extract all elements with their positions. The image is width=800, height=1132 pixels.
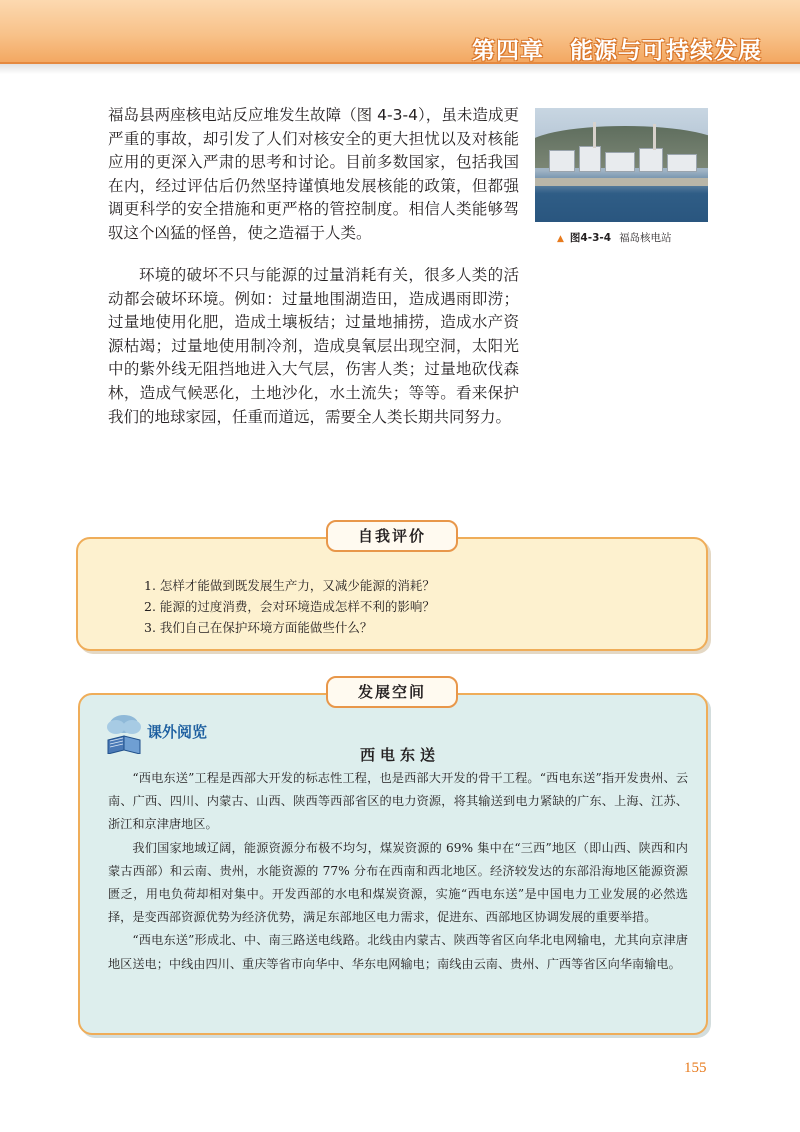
paragraph-environment: 环境的破坏不只与能源的过量消耗有关，很多人类的活动都会破坏环境。例如：过量地围湖造田，造成遇雨即涝；过量地使用化肥，造成土壤板结；过量地捕捞，造成水产资源枯竭；过量地使用制冷剂，造成臭氧层出现空洞，太阳光中的紫外线无阻挡地进入大气层，伤害人类；过量地砍伐森林，造成气候恶化，土地沙化，水土流失；等等。看来保护我们的地球家园，任重而道远，需要全人类长期共同努力。 [108,266,519,426]
development-space-title: 发展空间 [326,676,458,708]
article-paragraph: 我们国家地域辽阔，能源资源分布极不均匀，煤炭资源的 69% 集中在“三西”地区（即山西、陕西和内蒙古西部）和云南、贵州，水能资源的 77% 分布在西南和西北地区。经济较发达的东部沿海地区能源资源匮乏，用电负荷却相对集中。开发西部的水电和煤炭资源，实施“西电东送”是中国电力工业发展的必然选择，是变西部资源优势为经济优势，满足东部地区电力需求，促进东、西部地区协调发展的重要举措。 [108,840,688,925]
article-title: 西电东送 [359,746,440,764]
figure-number: 图4-3-4 [569,232,612,244]
header-shadow [0,64,800,74]
triangle-icon: ▲ [557,234,564,244]
self-evaluation-list [144,575,435,638]
chapter-name: 能源与可持续发展 [570,38,762,64]
reading-section-label: 课外阅览 [147,723,208,741]
figure-caption [557,230,672,245]
question-item: 3. 我们自己在保护环境方面能做些什么？ [144,620,373,635]
figure-caption-text: 福岛核电站 [619,232,672,244]
article-paragraph: “西电东送”工程是西部大开发的标志性工程，也是西部大开发的骨干工程。“西电东送”指开发贵州、云南、广西、四川、内蒙古、山西、陕西等西部省区的电力资源，将其输送到电力紧缺的广东、上海、江苏、浙江和京津唐地区。 [108,771,688,832]
article-paragraph: “西电东送”形成北、中、南三路送电线路。北线由内蒙古、陕西等省区向华北电网输电，尤其向京津唐地区送电；中线由四川、重庆等省市向华中、华东电网输电；南线由云南、贵州、广西等省区向华南输电。 [108,933,688,971]
question-item: 1. 怎样才能做到既发展生产力，又减少能源的消耗？ [144,578,435,593]
chapter-number: 第四章 [472,38,544,64]
self-evaluation-title: 自我评价 [326,520,458,552]
page-number: 155 [684,1060,707,1076]
fukushima-photo [535,108,708,222]
article-body [108,767,688,976]
paragraph-nuclear: 福岛县两座核电站反应堆发生故障（图 4-3-4），虽未造成更严重的事故，却引发了人们对核安全的更大担忧以及对核能应用的更深入严肃的思考和讨论。目前多数国家，包括我国在内，经过评估后仍然坚持谨慎地发展核能的政策，但都强调更科学的安全措施和更严格的管控制度。相信人类能够驾驭这个凶猛的怪兽，使之造福于人类。 [108,106,519,242]
chapter-title [472,32,762,65]
question-item: 2. 能源的过度消费，会对环境造成怎样不利的影响？ [144,599,435,614]
